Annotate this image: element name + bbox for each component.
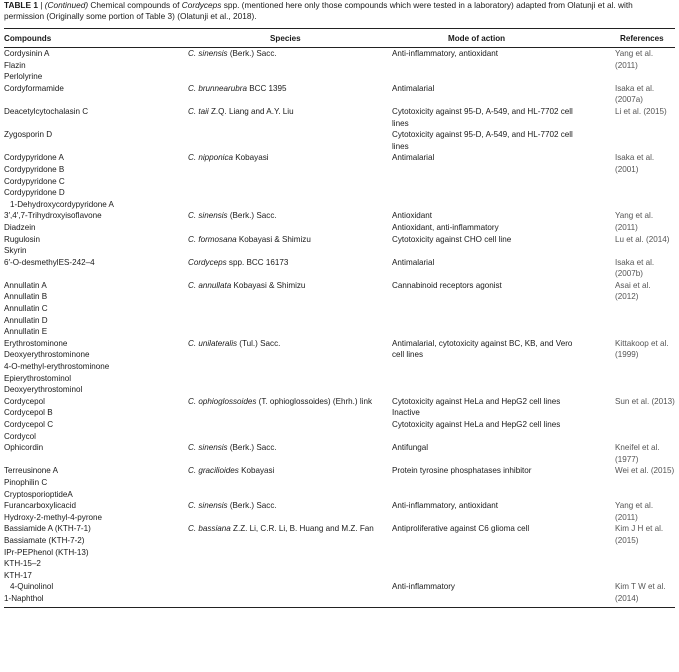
cell-species	[188, 106, 392, 129]
species-authority: spp. BCC 16173	[226, 257, 289, 267]
cell-references	[615, 465, 675, 500]
compound-name: Hydroxy-2-methyl-4-pyrone	[4, 512, 103, 522]
cell-species	[188, 581, 392, 604]
compound-name: Zygosporin D	[4, 130, 53, 140]
species-genus: C. formosana	[188, 234, 237, 244]
compound-name: 6′-O-desmethylES-242–4	[4, 257, 95, 267]
compound-name: Deoxyerythrostominone	[4, 350, 90, 360]
cell-species	[188, 83, 392, 106]
species-authority: (Berk.) Sacc.	[227, 49, 277, 58]
species-authority: (Berk.) Sacc.	[227, 211, 277, 221]
species-genus: Cordyceps	[188, 257, 227, 267]
cell-mode-of-action	[392, 581, 615, 604]
compound-name: Furancarboxylicacid	[4, 501, 76, 511]
cell-compounds	[4, 234, 188, 257]
reference-text: Yang et al. (2011)	[615, 211, 654, 232]
table-caption: TABLE 1 | (Continued) Chemical compounds of Cordyceps spp. (mentioned here only those compounds which were tested in a laboratory) adapted from Olatunji et al. with permission (Originally some portion of Table 3) (Olatunji et al., 2018).	[4, 0, 633, 21]
cell-species	[188, 48, 392, 83]
compound-name: Cordycepol B	[4, 408, 53, 418]
reference-text: Yang et al. (2011)	[615, 49, 654, 70]
cell-mode-of-action	[392, 210, 615, 233]
compound-name: 1-Dehydroxycordypyridone A	[10, 199, 114, 209]
cell-references	[615, 257, 675, 280]
compound-name: CryptosporioptideA	[4, 489, 73, 499]
cell-compounds	[4, 465, 188, 500]
species-genus: C. bassiana	[188, 524, 231, 534]
mode-of-action-text: lines	[392, 118, 409, 128]
cell-compounds	[4, 523, 188, 581]
cell-species	[188, 280, 392, 338]
cell-references	[615, 210, 675, 233]
species-authority: (Berk.) Sacc.	[227, 501, 277, 511]
mode-of-action-text: Cytotoxicity against 95-D, A-549, and HL-7702 cell	[392, 130, 573, 140]
compound-name: Terreusinone A	[4, 466, 58, 476]
cell-mode-of-action	[392, 500, 615, 523]
mode-of-action-text: Antiproliferative against C6 glioma cell	[392, 524, 530, 534]
compound-name: Bassiamate (KTH-7-2)	[4, 535, 85, 545]
reference-text: Kittakoop et al.	[615, 338, 669, 348]
compound-name: Deoxyerythrostominol	[4, 385, 83, 395]
table-row	[4, 523, 675, 581]
reference-text: Kim J H et al.	[615, 524, 664, 534]
cell-species	[188, 129, 392, 152]
species-authority: Z.Q. Liang and A.Y. Liu	[208, 106, 294, 116]
table-row	[4, 396, 675, 442]
cell-species	[188, 338, 392, 396]
mode-of-action-text: Antioxidant	[392, 211, 433, 221]
mode-of-action-text: Antimalarial, cytotoxicity against BC, KB, and Vero	[392, 338, 573, 348]
compound-name: Perlolyrine	[4, 72, 43, 82]
header-compounds: Compounds	[4, 29, 188, 48]
species-genus: C. sinensis	[188, 501, 228, 511]
compound-name: KTH-17	[4, 570, 32, 580]
table-row	[4, 129, 675, 152]
cell-mode-of-action	[392, 442, 615, 465]
mode-of-action-text: Cytotoxicity against HeLa and HepG2 cell lines	[392, 396, 561, 406]
mode-of-action-text: Inactive	[392, 408, 420, 418]
compound-name: Deacetylcytochalasin C	[4, 106, 89, 116]
compound-name: Annullatin D	[4, 315, 48, 325]
compound-name: Diadzein	[4, 222, 36, 232]
species-genus: C. nipponica	[188, 153, 233, 163]
table-row	[4, 234, 675, 257]
cell-mode-of-action	[392, 234, 615, 257]
compound-name: Flazin	[4, 60, 26, 70]
caption-text-b: spp. (mentioned here only those compounds which were tested in a laboratory) adapted from Olatunji et al. with permission (Originally some portion of Table 3) (Olatunji et al., 2018).	[4, 0, 633, 21]
mode-of-action-text: Antifungal	[392, 443, 428, 453]
reference-text: (2015)	[615, 535, 639, 545]
cell-compounds	[4, 396, 188, 442]
cell-mode-of-action	[392, 396, 615, 442]
header-mode: Mode of action	[392, 29, 615, 48]
cell-compounds	[4, 152, 188, 210]
cell-references	[615, 442, 675, 465]
compound-name: Annullatin E	[4, 327, 48, 337]
cell-mode-of-action	[392, 465, 615, 500]
mode-of-action-text: Cytotoxicity against HeLa and HepG2 cell lines	[392, 420, 561, 429]
mode-of-action-text: Protein tyrosine phosphatases inhibitor	[392, 466, 532, 476]
cell-compounds	[4, 500, 188, 523]
cell-species	[188, 210, 392, 233]
species-authority: (Berk.) Sacc.	[227, 443, 277, 453]
reference-text: Isaka et al. (2001)	[615, 153, 655, 174]
compound-name: Cordysinin A	[4, 49, 50, 58]
species-genus: C. sinensis	[188, 443, 228, 453]
species-genus: C. unilateralis	[188, 338, 238, 348]
compound-name: KTH-15–2	[4, 559, 41, 569]
reference-text: (1977)	[615, 454, 639, 464]
cell-compounds	[4, 129, 188, 152]
reference-text: Kim T W et al.	[615, 582, 666, 592]
cell-species	[188, 465, 392, 500]
mode-of-action-text: Anti-inflammatory, antioxidant	[392, 501, 499, 511]
cell-species	[188, 396, 392, 442]
reference-text: Asai et al. (2012)	[615, 280, 651, 302]
mode-of-action-text: Cytotoxicity against 95-D, A-549, and HL-7702 cell	[392, 106, 573, 116]
mode-of-action-text: Anti-inflammatory	[392, 582, 455, 592]
cell-references	[615, 106, 675, 129]
compound-name: Cordycepol C	[4, 420, 54, 429]
caption-continued: (Continued)	[44, 0, 89, 10]
header-references: References	[615, 29, 675, 48]
compound-name: Cordypyridone B	[4, 164, 65, 174]
cell-compounds	[4, 210, 188, 233]
mode-of-action-text: Cytotoxicity against CHO cell line	[392, 234, 512, 244]
cell-compounds	[4, 48, 188, 83]
compound-name: 1-Naphthol	[4, 593, 44, 603]
mode-of-action-text: Anti-inflammatory, antioxidant	[392, 49, 499, 58]
cell-species	[188, 500, 392, 523]
reference-text: Li et al. (2015)	[615, 106, 667, 116]
mode-of-action-text: Antioxidant, anti-inflammatory	[392, 222, 499, 232]
table-row	[4, 152, 675, 210]
cell-references	[615, 48, 675, 83]
cell-compounds	[4, 442, 188, 465]
cell-species	[188, 523, 392, 581]
reference-text: (2014)	[615, 593, 639, 603]
compound-name: Cordypyridone A	[4, 153, 64, 163]
species-authority: Z.Z. Li, C.R. Li, B. Huang and M.Z. Fan	[230, 524, 374, 534]
cell-references	[615, 280, 675, 338]
mode-of-action-text: lines	[392, 141, 409, 151]
cell-references	[615, 152, 675, 210]
compound-name: 3′,4′,7-Trihydroxyisoflavone	[4, 211, 102, 221]
cell-mode-of-action	[392, 129, 615, 152]
table-row	[4, 442, 675, 465]
cell-references	[615, 523, 675, 581]
cell-references	[615, 129, 675, 152]
cell-species	[188, 257, 392, 280]
species-genus: C. taii	[188, 106, 209, 116]
table-row	[4, 257, 675, 280]
species-authority: BCC 1395	[246, 83, 287, 93]
table-row	[4, 83, 675, 106]
table-row	[4, 465, 675, 500]
species-authority: (Tul.) Sacc.	[237, 338, 281, 348]
species-authority: Kobayasi	[238, 466, 275, 476]
header-row	[4, 29, 675, 48]
table-row	[4, 581, 675, 604]
compound-name: IPr-PEPhenol (KTH-13)	[4, 547, 89, 557]
species-authority: Kobayasi & Shimizu	[231, 280, 306, 290]
cell-references	[615, 581, 675, 604]
cell-references	[615, 396, 675, 442]
table-row	[4, 500, 675, 523]
cell-mode-of-action	[392, 280, 615, 338]
table-row	[4, 280, 675, 338]
cell-compounds	[4, 83, 188, 106]
reference-text: Yang et al. (2011)	[615, 501, 654, 522]
cell-mode-of-action	[392, 48, 615, 83]
species-authority: (T. ophioglossoides) (Ehrh.) link	[256, 396, 372, 406]
reference-text: (2007b)	[615, 269, 643, 279]
cell-mode-of-action	[392, 152, 615, 210]
reference-text: Lu et al. (2014)	[615, 234, 670, 244]
compounds-table	[4, 28, 675, 605]
species-genus: C. ophioglossoides	[188, 396, 257, 406]
cell-mode-of-action	[392, 83, 615, 106]
cell-species	[188, 152, 392, 210]
compound-name: Cordyformamide	[4, 83, 64, 93]
cell-references	[615, 234, 675, 257]
compound-name: Cordypyridone D	[4, 188, 65, 198]
mode-of-action-text: Antimalarial	[392, 153, 435, 163]
compound-name: Bassiamide A (KTH-7-1)	[4, 524, 91, 534]
mode-of-action-text: Cannabinoid receptors agonist	[392, 280, 502, 290]
mode-of-action-text: Antimalarial	[392, 83, 435, 93]
reference-text: Isaka et al.	[615, 83, 655, 93]
species-genus: C. annullata	[188, 280, 232, 290]
cell-compounds	[4, 257, 188, 280]
species-authority: Kobayasi & Shimizu	[236, 234, 311, 244]
compound-name: Ophicordin	[4, 443, 44, 453]
cell-compounds	[4, 280, 188, 338]
bottom-rule	[4, 607, 675, 609]
compound-name: Skyrin	[4, 246, 27, 256]
compound-name: Pinophilin C	[4, 477, 48, 487]
cell-compounds	[4, 338, 188, 396]
cell-references	[615, 338, 675, 396]
reference-text: (2007a)	[615, 95, 643, 105]
cell-mode-of-action	[392, 338, 615, 396]
table-body	[4, 48, 675, 605]
caption-label: TABLE 1	[4, 0, 38, 10]
cell-species	[188, 234, 392, 257]
reference-text: Isaka et al.	[615, 257, 655, 267]
compound-name: Cordycol	[4, 431, 36, 441]
reference-text: Sun et al. (2013)	[615, 396, 675, 406]
table-row	[4, 338, 675, 396]
species-genus: C. sinensis	[188, 49, 228, 58]
table-row	[4, 48, 675, 83]
cell-species	[188, 442, 392, 465]
mode-of-action-text: Antimalarial	[392, 257, 435, 267]
compound-name: 4-Quinolinol	[10, 582, 54, 592]
cell-compounds	[4, 106, 188, 129]
table-row	[4, 210, 675, 233]
cell-mode-of-action	[392, 106, 615, 129]
species-genus: C. gracilioides	[188, 466, 239, 476]
cell-references	[615, 83, 675, 106]
compound-name: 4-O-methyl-erythrostominone	[4, 362, 110, 372]
caption-text-a: Chemical compounds of	[88, 0, 182, 10]
compound-name: Annullatin B	[4, 292, 48, 302]
table-row	[4, 106, 675, 129]
compound-name: Annullatin C	[4, 304, 48, 314]
header-species: Species	[188, 29, 392, 48]
species-authority: Kobayasi	[233, 153, 269, 163]
species-genus: C. sinensis	[188, 211, 228, 221]
compound-name: Cordycepol	[4, 396, 45, 406]
compound-name: Rugulosin	[4, 234, 40, 244]
species-genus: C. brunnearubra	[188, 83, 247, 93]
mode-of-action-text: cell lines	[392, 350, 424, 360]
compound-name: Epierythrostominol	[4, 373, 72, 383]
compound-name: Erythrostominone	[4, 338, 68, 348]
table-container	[4, 0, 675, 609]
reference-text: Wei et al. (2015)	[615, 466, 675, 476]
compound-name: Annullatin A	[4, 280, 47, 290]
reference-text: (1999)	[615, 350, 639, 360]
compound-name: Cordypyridone C	[4, 176, 65, 186]
cell-compounds	[4, 581, 188, 604]
cell-references	[615, 500, 675, 523]
cell-mode-of-action	[392, 257, 615, 280]
caption-genus: Cordyceps	[181, 0, 222, 10]
reference-text: Kneifel et al.	[615, 443, 660, 453]
cell-mode-of-action	[392, 523, 615, 581]
